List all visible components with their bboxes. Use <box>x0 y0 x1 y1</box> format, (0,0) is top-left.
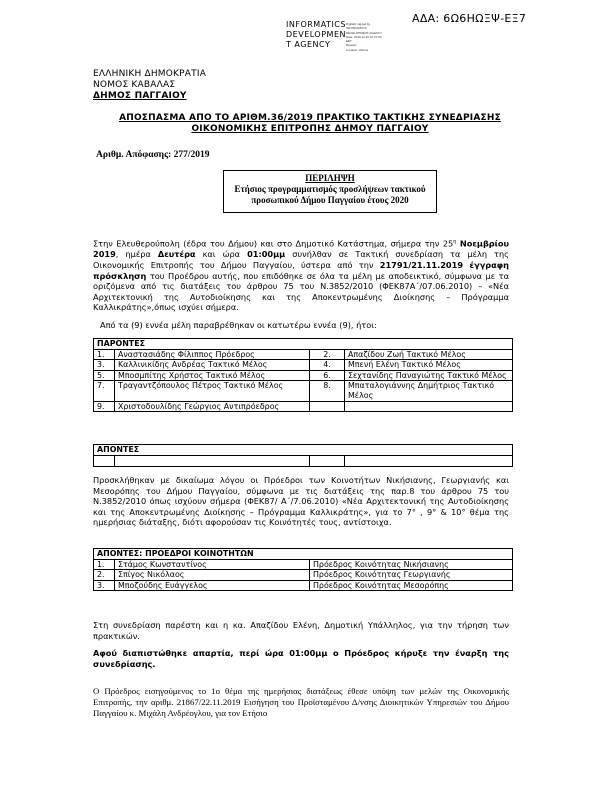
invited-presidents-paragraph: Προσκλήθηκαν με δικαίωμα λόγου οι Πρόεδροι των Κοινοτήτων Νικήσιανης, Γεωργιανής και Μεσορόπης του Δήμου Παγγαίου, σύμφωνα με τις διατάξεις της παρ.8 του άρθρου 75 του Ν.3852/2010 όπως ισχύουν σήμερα (ΦΕΚ87/ Α΄/7.06.2010) «Νέα Αρχιτεκτονική της Αυτοδιοίκησης και της Αποκεντρωμένης Διοίκησης – Πρόγραμμα Καλλικράτης», για το 7° , 9° & 10° θέμα της ημερήσιας διάταξης, διότι αφορούσαν τις Κοινότητές τους, αντίστοιχα. <box>93 475 509 528</box>
signature-details: Digitally signed by INFORMATICS DEVELOPMENT AGENCY Date: 2019.12.20 10:37:03 EET Reason: Location: Athens <box>346 22 382 52</box>
agenda-paragraph: Ο Πρόεδρος εισηγούμενος το 1ο θέμα της ημερήσιας διατάξεως έθεσε υπόψη των μελών της Οικονομικής Επιτροπής, την αριθμ. 21867/22.11.2019 Εισήγηση του Προϊσταμένου Δ/νσης Διοικητικών Υπηρεσιών του Δήμου Παγγαίου κ. Μιχάλη Ανδρέογλου, για τον Ετήσιο <box>93 686 509 718</box>
logo-line: DEVELOPMEN <box>286 30 346 39</box>
table-row: 2. Σπίγος Νικόλαος Πρόεδρος Κοινότητας Γεωργιανής <box>94 570 513 581</box>
document-title-line1: ΑΠΟΣΠΑΣΜΑ ΑΠΟ ΤΟ ΑΡΙΘΜ.36/2019 ΠΡΑΚΤΙΚΟ ΤΑΚΤΙΚΗΣ ΣΥΝΕΔΡΙΑΣΗΣ <box>119 113 501 123</box>
summary-box <box>223 170 437 213</box>
logo-line: T AGENCY <box>286 40 331 49</box>
table-row <box>94 455 513 466</box>
attendance-count: Από τα (9) εννέα μέλη παραβρέθηκαν οι κατωτέρω εννέα (9), ήτοι: <box>100 320 377 330</box>
absent-presidents-header: ΑΠΟΝΤΕΣ: ΠΡΟΕΔΡΟΙ ΚΟΙΝΟΤΗΤΩΝ <box>94 549 513 560</box>
summary-title: ΠΕΡΙΛΗΨΗ <box>305 173 355 183</box>
present-header: ΠΑΡΟΝΤΕΣ <box>94 339 513 350</box>
quorum-paragraph: Αφού διαπιστώθηκε απαρτία, περί ώρα 01:00μμ ο Πρόεδρος κήρυξε την έναρξη της συνεδρίασης. <box>93 648 509 669</box>
decision-number: Αριθμ. Απόφασης: 277/2019 <box>96 150 210 160</box>
summary-text-line2: προσωπικού Δήμου Παγγαίου έτους 2020 <box>251 195 409 205</box>
absent-presidents-table <box>93 548 513 591</box>
header-municipality: ΔΗΜΟΣ ΠΑΓΓΑΙΟΥ <box>93 91 187 101</box>
table-row: 1. Στάμος Κωνσταντίνος Πρόεδρος Κοινότητας Νικήσιανης <box>94 559 513 570</box>
ada-code: ΑΔΑ: 6Ω6ΗΩΞΨ-ΕΞ7 <box>412 12 527 25</box>
intro-paragraph: Στην Ελευθερούπολη (έδρα του Δήμου) και στο Δημοτικό Κατάστημα, σήμερα την $25^\eta$ Νοεμβρίου 2019, ημέρα Δευτέρα και ώρα 01:00μμ συνήλθαν σε Τακτική συνεδρίαση τα μέλη της Οικονομικής Επιτροπής του Δήμου Παγγαίου, ύστερα από την 21791/21.11.2019 έγγραφη πρόσκληση του Προέδρου αυτής, που επιδόθηκε σε όλα τα μέλη με αποδεικτικό, σύμφωνα με τα οριζόμενα από τις διατάξεις του άρθρου 75 του Ν.3852/2010 (ΦΕΚ87Α΄/07.06.2010) – «Νέα Αρχιτεκτονική της Αυτοδιοίκησης και της Αποκεντρωμένης Διοίκησης – Πρόγραμμα Καλλικράτης»,όπως ισχύει σήμερα. <box>93 238 510 313</box>
document-title-line2: ΟΙΚΟΝΟΜΙΚΗΣ ΕΠΙΤΡΟΠΗΣ ΔΗΜΟΥ ΠΑΓΓΑΙΟΥ <box>191 124 429 134</box>
table-row: 1. Αναστασιάδης Φίλιππος Πρόεδρος 2. Απαζίδου Ζωή Τακτικό Μέλος <box>94 349 513 360</box>
table-row: 3. Μποζούδης Ευάγγελος Πρόεδρος Κοινότητας Μεσορόπης <box>94 580 513 591</box>
logo-line: INFORMATICS <box>286 20 346 29</box>
clerk-paragraph: Στη συνεδρίαση παρέστη και η κα. Απαζίδου Ελένη, Δημοτική Υπάλληλος, για την τήρηση των πρακτικών. <box>93 620 509 641</box>
table-row: 9. Χριστοδουλίδης Γεώργιος Αντιπρόεδρος <box>94 401 513 412</box>
header-prefecture: ΝΟΜΟΣ ΚΑΒΑΛΑΣ <box>93 80 176 90</box>
present-table <box>93 338 513 412</box>
header-country: ΕΛΛΗΝΙΚΗ ΔΗΜΟΚΡΑΤΙΑ <box>93 69 207 79</box>
table-row: 5. Μποσμπίτης Χρήστος Τακτικό Μέλος 6. Σεχτανίδης Παναγιώτης Τακτικό Μέλος <box>94 370 513 381</box>
digital-signature-logo <box>286 20 404 66</box>
absent-table <box>93 444 513 467</box>
absent-header: ΑΠΟΝΤΕΣ <box>94 445 513 456</box>
table-row: 7. Τραγαντζόπουλος Πέτρος Τακτικό Μέλος 8. Μπαταλογιάννης Δημήτριος Τακτικό Μέλος <box>94 381 513 401</box>
summary-text-line1: Ετήσιος προγραμματισμός προσλήψεων τακτικού <box>234 184 426 194</box>
table-row: 3. Καλλινικίδης Ανδρέας Τακτικό Μέλος 4. Μπενή Ελένη Τακτικό Μέλος <box>94 360 513 371</box>
